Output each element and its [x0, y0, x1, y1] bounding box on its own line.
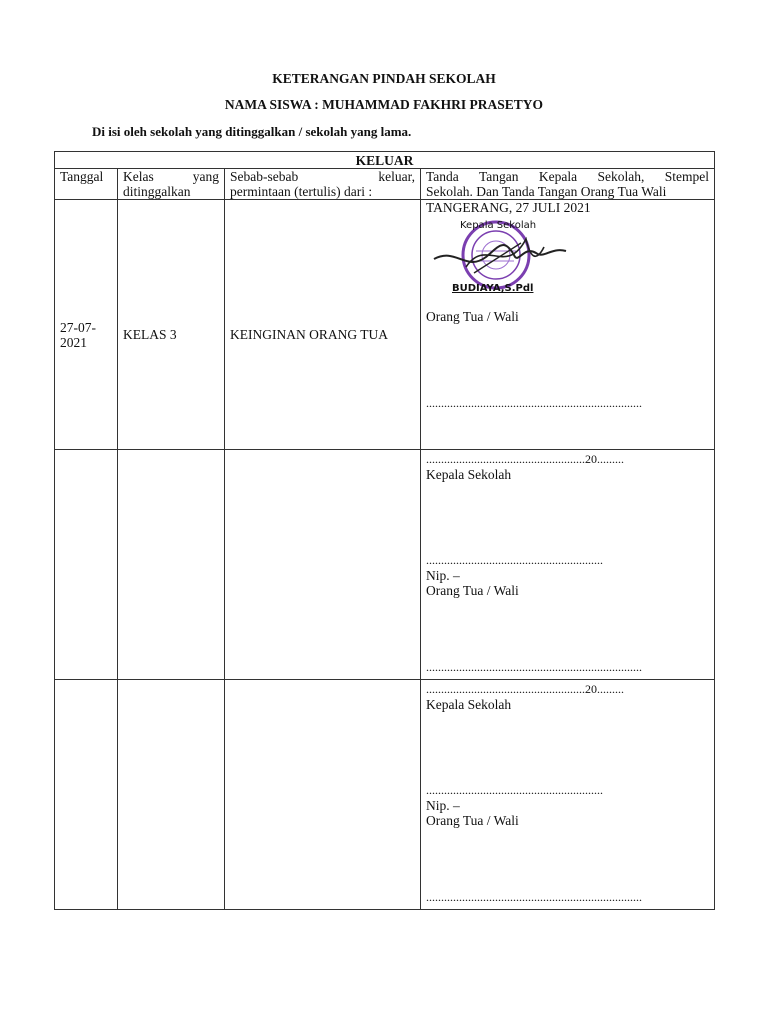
row2-parent-label: Orang Tua / Wali	[426, 583, 519, 598]
col-sebab-line1: Sebab-sebab keluar,	[230, 169, 415, 184]
row1-class-value: KELAS 3	[123, 327, 177, 342]
table-row	[55, 450, 715, 680]
col-ttd	[421, 169, 715, 200]
row3-parent-label: Orang Tua / Wali	[426, 813, 519, 828]
row3-head-label: Kepala Sekolah	[426, 697, 512, 712]
row1-reason	[225, 200, 421, 450]
col-ttd-line1: Tanda Tangan Kepala Sekolah, Stempel	[426, 169, 710, 184]
row3-head-sig-line: ...........................................................	[426, 783, 603, 797]
row1-signature-cell	[421, 200, 715, 450]
row1-place-date: TANGERANG, 27 JULI 2021	[426, 200, 591, 215]
row2-nip: Nip. –	[426, 568, 460, 583]
signer-name: BUDIAYA,S.Pdl	[452, 283, 534, 294]
col-sebab	[225, 169, 421, 200]
row2-head-sig-line: ...........................................................	[426, 553, 603, 567]
row1-date-line2: 2021	[60, 334, 87, 350]
row1-parent-label: Orang Tua / Wali	[426, 309, 519, 324]
row3-date	[55, 680, 118, 910]
row2-reason	[225, 450, 421, 680]
col-kelas-line1: Kelas yang	[123, 169, 219, 184]
row1-date-line1: 27-07-	[60, 319, 96, 335]
col-kelas	[118, 169, 225, 200]
row3-nip: Nip. –	[426, 798, 460, 813]
stamp-kepala-sekolah-label: Kepala Sekolah	[460, 220, 537, 231]
table-row	[55, 680, 715, 910]
row1-date	[55, 200, 118, 450]
column-header-row	[55, 169, 715, 200]
row2-date-line: .....................................................20.........	[426, 452, 624, 466]
instruction-note: Di isi oleh sekolah yang ditinggalkan / sekolah yang lama.	[92, 124, 412, 139]
row3-class	[118, 680, 225, 910]
row1-reason-value: KEINGINAN ORANG TUA	[230, 327, 388, 342]
row3-date-line: .....................................................20.........	[426, 682, 624, 696]
row2-class	[118, 450, 225, 680]
row2-signature-cell	[421, 450, 715, 680]
section-header-keluar: KELUAR	[55, 152, 715, 169]
school-stamp	[426, 217, 576, 295]
row1-parent-sig-line: ........................................................................	[426, 396, 642, 410]
document-title: KETERANGAN PINDAH SEKOLAH	[272, 71, 496, 86]
col-kelas-line2: ditinggalkan	[123, 184, 191, 199]
col-ttd-line2: Sekolah. Dan Tanda Tangan Orang Tua Wali	[426, 184, 667, 199]
row3-parent-sig-line: ........................................................................	[426, 890, 642, 904]
table-row	[55, 200, 715, 450]
student-name-line: NAMA SISWA : MUHAMMAD FAKHRI PRASETYO	[224, 97, 544, 112]
row2-head-label: Kepala Sekolah	[426, 467, 512, 482]
col-sebab-line2: permintaan (tertulis) dari :	[230, 184, 373, 199]
row2-parent-sig-line: ........................................................................	[426, 660, 642, 674]
transfer-table	[54, 151, 715, 910]
row3-signature-cell	[421, 680, 715, 910]
row3-reason	[225, 680, 421, 910]
col-tanggal: Tanggal	[55, 169, 118, 200]
row2-date	[55, 450, 118, 680]
row1-class	[118, 200, 225, 450]
